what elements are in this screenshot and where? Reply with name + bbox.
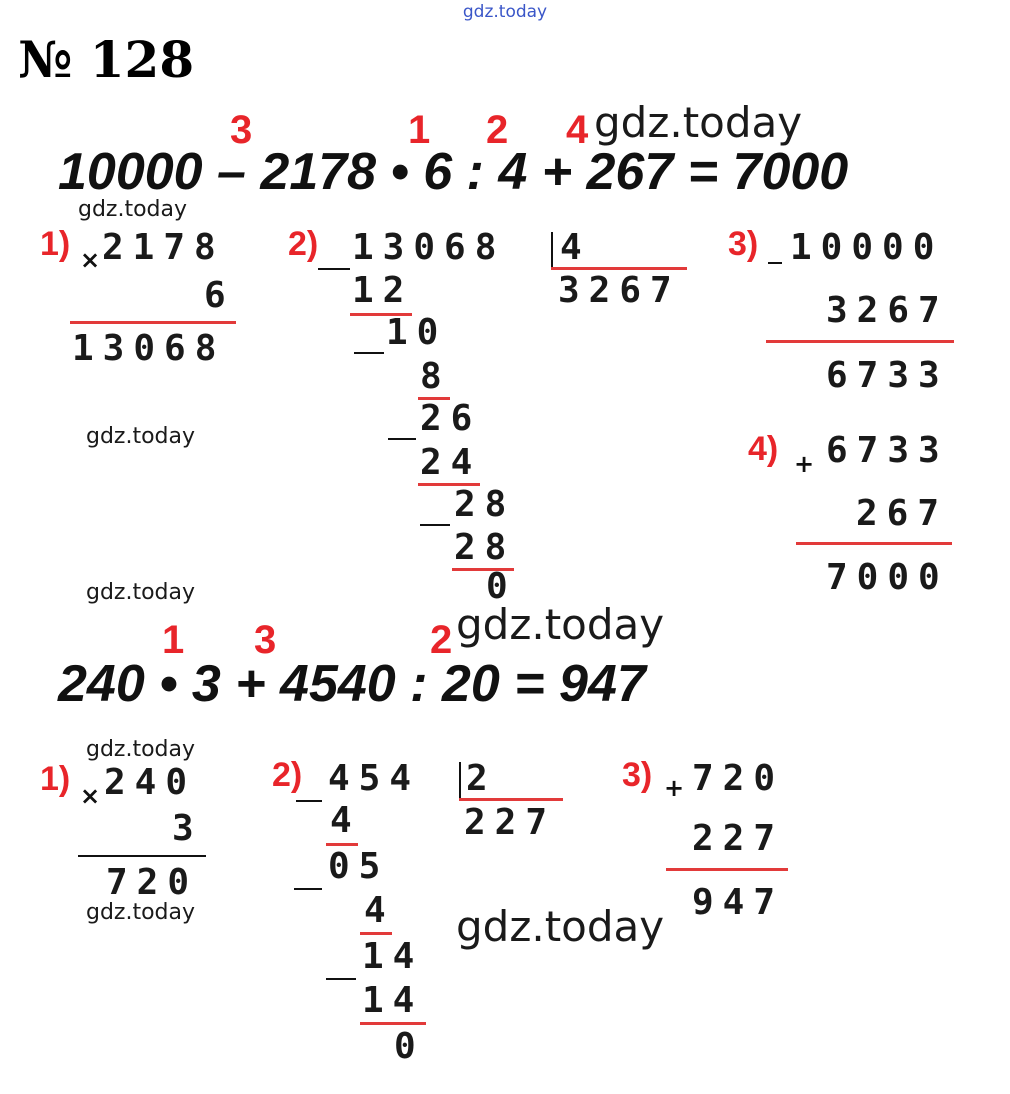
exercise-number: № 128: [18, 30, 195, 89]
minus-sign: [354, 352, 384, 354]
operand-b: 6: [204, 275, 235, 316]
result: 7000: [826, 557, 949, 598]
divisor: 4: [560, 227, 591, 268]
watermark: gdz.today: [86, 424, 196, 449]
minus-sign: [326, 978, 356, 980]
division-row: 24: [420, 442, 482, 483]
row-line: [360, 1022, 426, 1025]
order-mark: 1: [162, 618, 185, 662]
order-mark: 4: [566, 108, 589, 152]
result-line: [766, 340, 954, 343]
multiply-sign: ×: [80, 782, 101, 810]
division-row: 12: [352, 270, 414, 311]
division-remainder: 0: [394, 1026, 425, 1067]
step-label: 1): [40, 225, 71, 263]
row-line: [360, 932, 392, 935]
watermark: gdz.today: [456, 600, 665, 649]
plus-sign: +: [794, 450, 815, 478]
multiply-sign: ×: [80, 246, 101, 274]
divisor: 2: [466, 758, 497, 799]
result-line: [796, 542, 952, 545]
dividend: 13068: [352, 227, 506, 268]
division-remainder: 0: [486, 566, 517, 607]
watermark-top: gdz.today: [462, 2, 548, 22]
division-bar: [551, 232, 553, 270]
quotient: 3267: [558, 270, 681, 311]
result: 947: [692, 882, 785, 923]
division-row: 26: [420, 398, 482, 439]
order-mark: 2: [430, 618, 453, 662]
division-row: 14: [362, 980, 424, 1021]
watermark: gdz.today: [456, 902, 665, 951]
result: 13068: [72, 328, 226, 369]
division-row: 8: [420, 356, 451, 397]
minus-sign: [388, 438, 416, 440]
order-mark: 2: [486, 108, 509, 152]
division-row: 10: [386, 312, 448, 353]
operand-a: 6733: [826, 430, 949, 471]
minus-sign: [296, 800, 322, 802]
operand-b: 3: [172, 808, 203, 849]
division-row: 4: [330, 800, 361, 841]
dividend: 454: [328, 758, 421, 799]
division-row: 28: [454, 484, 516, 525]
result: 6733: [826, 355, 949, 396]
operand-a: 720: [692, 758, 785, 799]
operand-a: 240: [104, 762, 197, 803]
step-label: 3): [622, 756, 653, 794]
watermark: gdz.today: [594, 98, 803, 147]
expression: 10000 – 2178 • 6 : 4 + 267 = 7000: [58, 143, 849, 201]
result-line: [78, 855, 206, 857]
operand-b: 3267: [826, 290, 949, 331]
watermark: gdz.today: [78, 197, 188, 222]
step-label: 1): [40, 760, 71, 798]
division-row: 4: [364, 890, 395, 931]
division-row: 14: [362, 936, 424, 977]
step-label: 3): [728, 225, 759, 263]
watermark: gdz.today: [86, 580, 196, 605]
operand-a: 2178: [102, 227, 225, 268]
quotient: 227: [464, 802, 557, 843]
minus-sign: [318, 268, 350, 270]
minus-sign: [420, 524, 450, 526]
watermark: gdz.today: [86, 900, 196, 925]
order-mark: 3: [254, 618, 277, 662]
operand-b: 267: [856, 493, 949, 534]
order-mark: 3: [230, 108, 253, 152]
minus-sign: [294, 888, 322, 890]
watermark: gdz.today: [86, 737, 196, 762]
step-label: 4): [748, 430, 779, 468]
order-mark: 1: [408, 108, 431, 152]
minus-sign: [768, 262, 782, 264]
plus-sign: +: [664, 774, 685, 802]
division-bar: [459, 762, 461, 800]
division-row: 05: [328, 846, 390, 887]
expression: 240 • 3 + 4540 : 20 = 947: [58, 655, 646, 713]
result-line: [70, 321, 236, 324]
result-line: [666, 868, 788, 871]
operand-b: 227: [692, 818, 785, 859]
operand-a: 10000: [790, 227, 944, 268]
result: 720: [106, 862, 199, 903]
step-label: 2): [272, 756, 303, 794]
step-label: 2): [288, 225, 319, 263]
division-row: 28: [454, 527, 516, 568]
